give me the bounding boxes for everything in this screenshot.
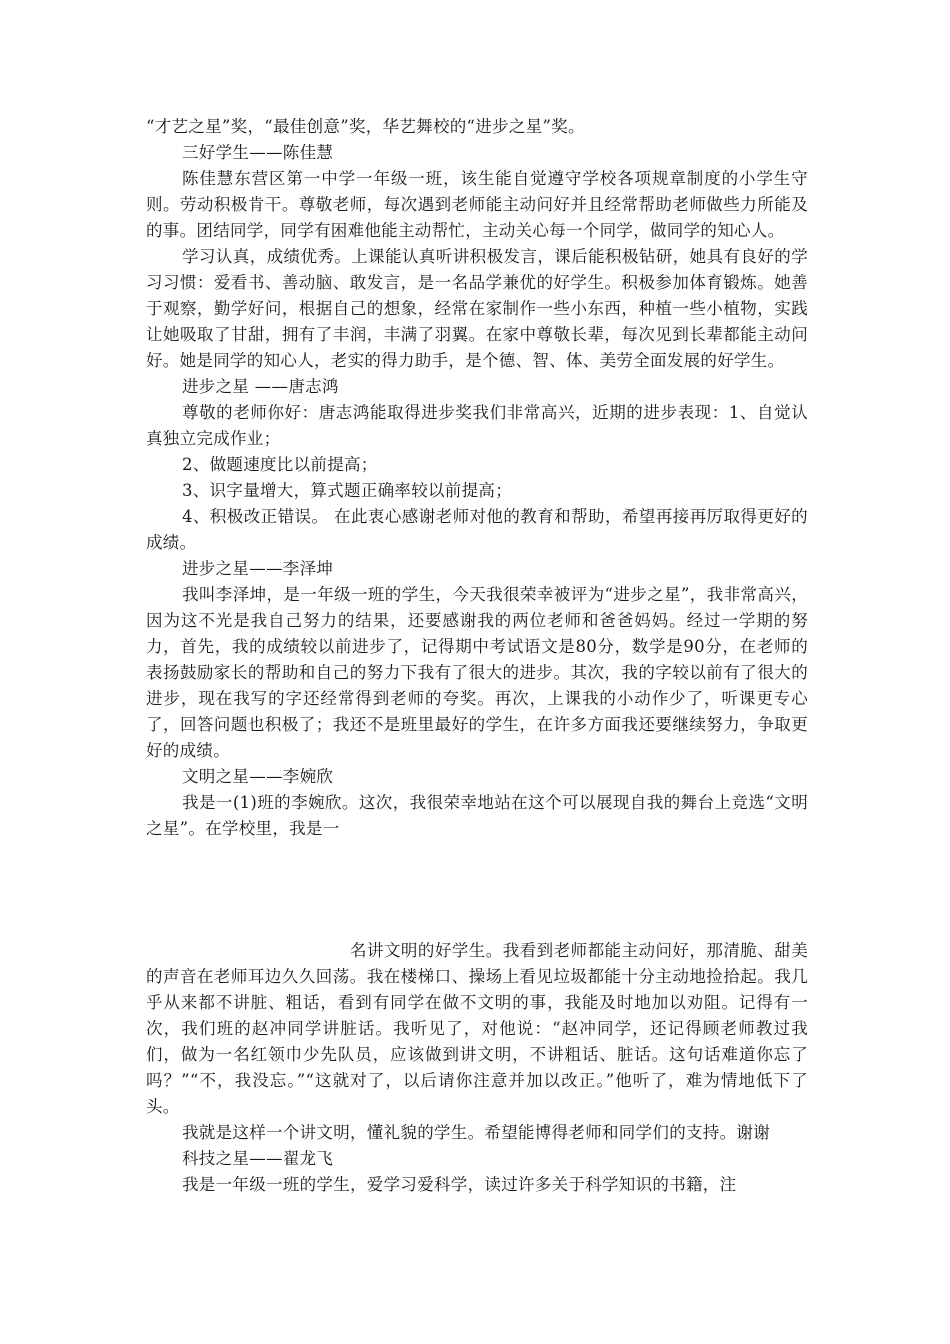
paragraph-chen-jiahui-study: 学习认真，成绩优秀。上课能认真听讲积极发言，课后能积极钻研，她具有良好的学习习惯：爱看书、善动脑、敢发言，是一名品学兼优的好学生。积极参加体育锻炼。她善于观察，勤学好问，根据自己的想象，经常在家制作一些小东西，种植一些小植物，实践让她吸取了甘甜，拥有了丰润，丰满了羽翼。在家中尊敬长辈，每次见到长辈都能主动问好。她是同学的知心人，老实的得力助手，是个德、智、体、美劳全面发展的好学生。 (146, 247, 808, 370)
paragraph-tang-zhihong-intro: 尊敬的老师你好：唐志鸿能取得进步奖我们非常高兴，近期的进步表现：1、自觉认真独立完成作业； (146, 403, 808, 448)
paragraph-li-wanxin-intro: 我是一(1)班的李婉欣。这次，我很荣幸地站在这个可以展现自我的舞台上竞选“文明之星”。在学校里，我是一 (146, 793, 808, 838)
document-body-bottom (146, 938, 808, 1198)
heading-li-wanxin: 文明之星——李婉欣 (182, 767, 334, 786)
paragraph-zhai-longfei: 我是一年级一班的学生，爱学习爱科学，读过许多关于科学知识的书籍，注 (182, 1175, 737, 1194)
document-body-top (146, 114, 808, 842)
list-item-speed: 2、做题速度比以前提高； (182, 455, 378, 474)
paragraph-li-wanxin-closing: 我就是这样一个讲文明，懂礼貌的学生。希望能博得老师和同学们的支持。谢谢 (182, 1123, 770, 1142)
paragraph-li-zekun: 我叫李泽坤，是一年级一班的学生，今天我很荣幸被评为“进步之星”，我非常高兴，因为这不光是我自己努力的结果，还要感谢我的两位老师和爸爸妈妈。经过一学期的努力，首先，我的成绩较以前进步了，记得期中考试语文是80分，数学是90分，在老师的表扬鼓励家长的帮助和自己的努力下我有了很大的进步。其次，我的字较以前有了很大的进步，现在我写的字还经常得到老师的夸奖。再次，上课我的小动作少了，听课更专心了，回答问题也积极了；我还不是班里最好的学生，在许多方面我还要继续努力，争取更好的成绩。 (146, 585, 808, 760)
paragraph-li-wanxin-continued: 名讲文明的好学生。我看到老师都能主动问好，那清脆、甜美的声音在老师耳边久久回荡。我在楼梯口、操场上看见垃圾都能十分主动地捡拾起。我几乎从来都不讲脏、粗话，看到有同学在做不文明的事，我能及时地加以劝阻。记得有一次，我们班的赵冲同学讲脏话。我听见了，对他说：“赵冲同学，还记得顾老师教过我们，做为一名红领巾少先队员，应该做到讲文明，不讲粗话、脏话。这句话难道你忘了吗？”“不，我没忘。”“这就对了，以后请你注意并加以改正。”他听了，难为情地低下了头。 (146, 941, 808, 1116)
heading-li-zekun: 进步之星——李泽坤 (182, 559, 334, 578)
heading-zhai-longfei: 科技之星——翟龙飞 (182, 1149, 334, 1168)
heading-chen-jiahui: 三好学生——陈佳慧 (182, 143, 334, 162)
list-item-literacy: 3、识字量增大，算式题正确率较以前提高； (182, 481, 512, 500)
paragraph-awards-line: “才艺之星”奖，“最佳创意”奖，华艺舞校的“进步之星”奖。 (146, 117, 585, 136)
paragraph-chen-jiahui-conduct: 陈佳慧东营区第一中学一年级一班，该生能自觉遵守学校各项规章制度的小学生守则。劳动积极肯干。尊敬老师，每次遇到老师能主动问好并且经常帮助老师做些力所能及的事。团结同学，同学有困难他能主动帮忙，主动关心每一个同学，做同学的知心人。 (146, 169, 808, 240)
heading-tang-zhihong: 进步之星 ——唐志鸿 (182, 377, 339, 396)
list-item-corrections: 4、积极改正错误。 在此衷心感谢老师对他的教育和帮助，希望再接再厉取得更好的成绩。 (146, 507, 808, 552)
